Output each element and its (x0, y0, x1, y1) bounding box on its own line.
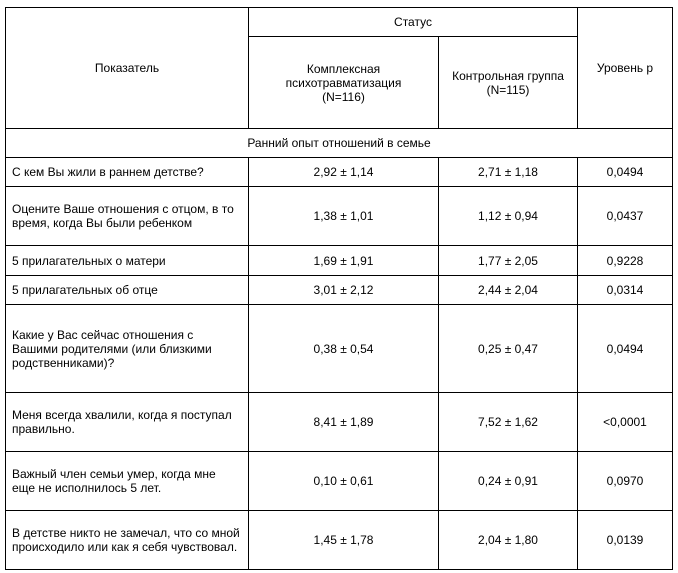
row-control-value: 0,24 ± 0,91 (439, 452, 578, 511)
row-control-value: 2,04 ± 1,80 (439, 511, 578, 570)
row-complex-value: 0,38 ± 0,54 (249, 305, 439, 393)
row-p-value: 0,0139 (578, 511, 673, 570)
row-label: С кем Вы жили в раннем детстве? (6, 158, 249, 187)
header-indicator: Показатель (6, 8, 249, 129)
header-group-complex: Комплексная психотравматизация (N=116) (249, 37, 439, 129)
row-complex-value: 0,10 ± 0,61 (249, 452, 439, 511)
row-control-value: 1,77 ± 2,05 (439, 246, 578, 276)
row-complex-value: 1,38 ± 1,01 (249, 187, 439, 246)
row-control-value: 1,12 ± 0,94 (439, 187, 578, 246)
row-p-value: <0,0001 (578, 393, 673, 452)
row-p-value: 0,0437 (578, 187, 673, 246)
header-group-control: Контрольная группа (N=115) (439, 37, 578, 129)
section-title: Ранний опыт отношений в семье (6, 129, 673, 158)
row-control-value: 0,25 ± 0,47 (439, 305, 578, 393)
table-row (6, 276, 673, 305)
row-p-value: 0,0314 (578, 276, 673, 305)
row-p-value: 0,0494 (578, 305, 673, 393)
row-p-value: 0,9228 (578, 246, 673, 276)
section-row (6, 129, 673, 158)
row-label: Оцените Ваше отношения с отцом, в то время, когда Вы были ребенком (6, 187, 249, 246)
table-row (6, 305, 673, 393)
header-status: Статус (249, 8, 578, 37)
row-p-value: 0,0494 (578, 158, 673, 187)
row-control-value: 7,52 ± 1,62 (439, 393, 578, 452)
header-p-level: Уровень p (578, 8, 673, 129)
row-p-value: 0,0970 (578, 452, 673, 511)
table-row (6, 511, 673, 570)
table-row (6, 393, 673, 452)
row-label: В детстве никто не замечал, что со мной происходило или как я себя чувствовал. (6, 511, 249, 570)
row-label: Меня всегда хвалили, когда я поступал правильно. (6, 393, 249, 452)
results-table (5, 7, 673, 570)
row-label: Важный член семьи умер, когда мне еще не исполнилось 5 лет. (6, 452, 249, 511)
table-row (6, 187, 673, 246)
table-row (6, 246, 673, 276)
table-row (6, 158, 673, 187)
header-row-1 (6, 8, 673, 37)
row-label: 5 прилагательных о матери (6, 246, 249, 276)
row-complex-value: 8,41 ± 1,89 (249, 393, 439, 452)
row-control-value: 2,44 ± 2,04 (439, 276, 578, 305)
row-control-value: 2,71 ± 1,18 (439, 158, 578, 187)
row-complex-value: 2,92 ± 1,14 (249, 158, 439, 187)
row-label: 5 прилагательных об отце (6, 276, 249, 305)
table-row (6, 452, 673, 511)
row-complex-value: 3,01 ± 2,12 (249, 276, 439, 305)
row-label: Какие у Вас сейчас отношения с Вашими родителями (или близкими родственниками)? (6, 305, 249, 393)
row-complex-value: 1,45 ± 1,78 (249, 511, 439, 570)
row-complex-value: 1,69 ± 1,91 (249, 246, 439, 276)
